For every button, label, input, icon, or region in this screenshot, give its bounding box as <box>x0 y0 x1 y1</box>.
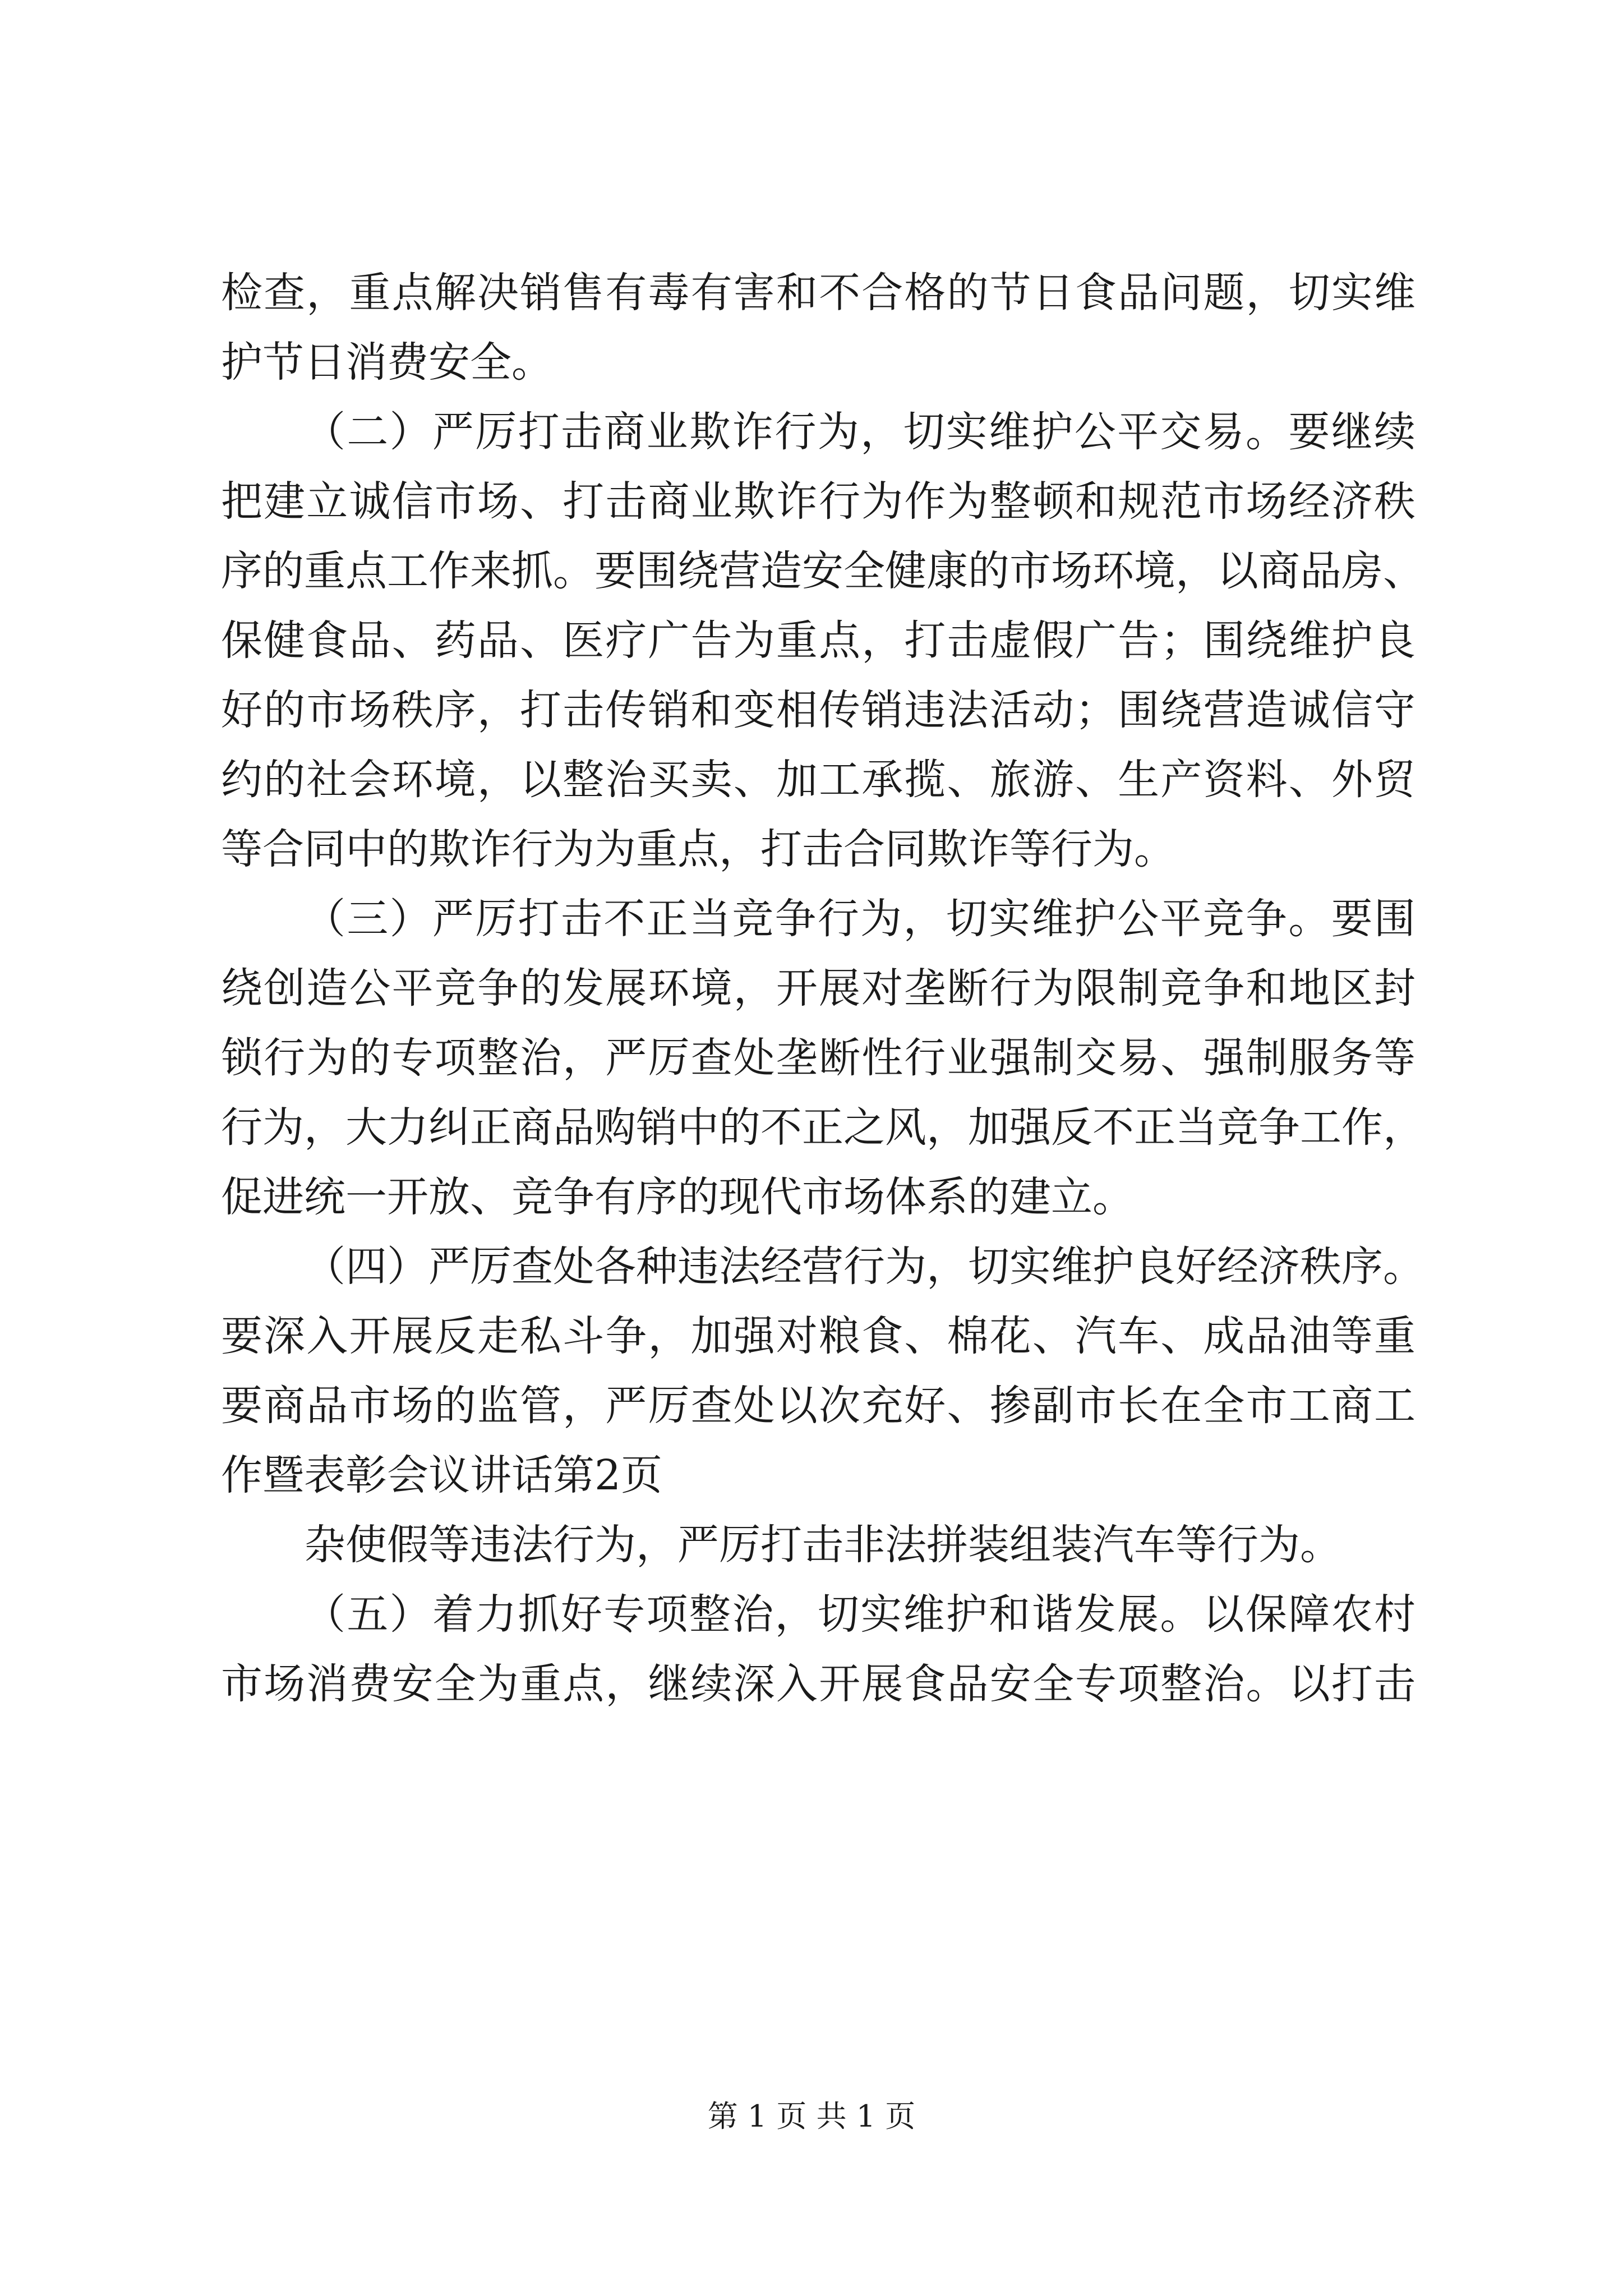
text-line: 好的市场秩序，打击传销和变相传销违法活动；围绕营造诚信守 <box>221 686 1415 734</box>
text-line: 作暨表彰会议讲话第2页 <box>221 1451 663 1499</box>
text-line: （三）严厉打击不正当竞争行为，切实维护公平竞争。要围 <box>304 895 1415 943</box>
text-line: 检查，重点解决销售有毒有害和不合格的节日食品问题，切实维 <box>221 269 1415 317</box>
text-line: 要深入开展反走私斗争，加强对粮食、棉花、汽车、成品油等重 <box>221 1312 1415 1360</box>
text-line: 要商品市场的监管，严厉查处以次充好、掺副市长在全市工商工 <box>221 1382 1415 1430</box>
page-footer: 第 1 页 共 1 页 <box>707 2099 916 2134</box>
text-line: 行为，大力纠正商品购销中的不正之风，加强反不正当竞争工作， <box>221 1103 1424 1152</box>
text-line: 序的重点工作来抓。要围绕营造安全健康的市场环境，以商品房、 <box>221 547 1424 595</box>
document-body <box>221 258 1424 1719</box>
text-line: 等合同中的欺诈行为为重点，打击合同欺诈等行为。 <box>221 825 1175 873</box>
text-line: 护节日消费安全。 <box>221 338 553 386</box>
text-line: 锁行为的专项整治，严厉查处垄断性行业强制交易、强制服务等 <box>221 1034 1415 1082</box>
text-line: 保健食品、药品、医疗广告为重点，打击虚假广告；围绕维护良 <box>221 616 1415 665</box>
text-line: 市场消费安全为重点，继续深入开展食品安全专项整治。以打击 <box>221 1660 1415 1708</box>
text-line: （四）严厉查处各种违法经营行为，切实维护良好经济秩序。 <box>304 1243 1424 1291</box>
text-line: （五）着力抓好专项整治，切实维护和谐发展。以保障农村 <box>304 1590 1415 1639</box>
text-line: 促进统一开放、竞争有序的现代市场体系的建立。 <box>221 1173 1134 1221</box>
text-line: 把建立诚信市场、打击商业欺诈行为作为整顿和规范市场经济秩 <box>221 477 1415 526</box>
text-line: （二）严厉打击商业欺诈行为，切实维护公平交易。要继续 <box>304 408 1415 456</box>
text-line: 约的社会环境，以整治买卖、加工承揽、旅游、生产资料、外贸 <box>221 756 1415 804</box>
text-line: 杂使假等违法行为，严厉打击非法拼装组装汽车等行为。 <box>304 1521 1341 1569</box>
text-line: 绕创造公平竞争的发展环境，开展对垄断行为限制竞争和地区封 <box>221 964 1415 1013</box>
